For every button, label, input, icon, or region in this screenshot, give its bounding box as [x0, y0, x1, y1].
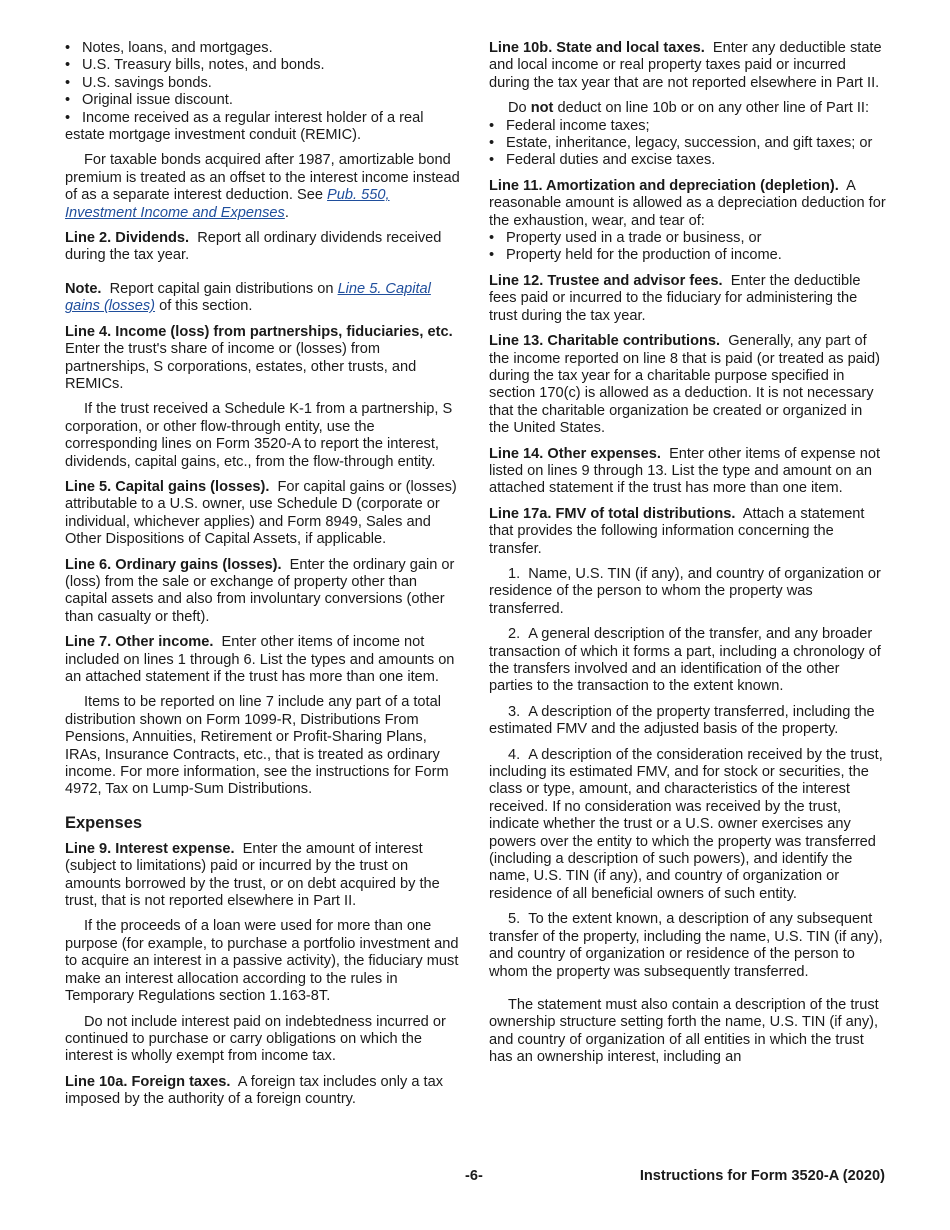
- line7-heading: Line 7. Other income.: [65, 634, 214, 651]
- page-footer: [65, 1168, 885, 1188]
- bullet-icon: •: [489, 117, 495, 134]
- right-column: [489, 40, 886, 1075]
- line13-heading: Line 13. Charitable contributions.: [489, 333, 721, 350]
- numbered-item: 2. A general description of the transfer, and any broader transaction of which it forms a part, including a chronology of the transfers involved and an identification of the other parties to the transaction to the extent known.: [489, 626, 881, 695]
- bullet-item: • U.S. savings bonds.: [65, 74, 212, 91]
- bullet-icon: •: [65, 74, 71, 91]
- bullet-item: • Property held for the production of income.: [489, 247, 782, 264]
- bullet-icon: •: [489, 135, 495, 152]
- line4-paragraph: If the trust received a Schedule K-1 from a partnership, S corporation, or other flow-through entity, use the corresponding lines on Form 3520-A to report the interest, dividends, capital gains, etc., from the flow-through entity.: [65, 401, 453, 470]
- bond-premium-paragraph: For taxable bonds acquired after 1987, amortizable bond premium is treated as an offset to the interest income instead of as a separate interest deduction. See Pub. 550, Investment Income and Expenses.: [65, 152, 460, 221]
- bullet-icon: •: [489, 152, 495, 169]
- line14-section: Line 14. Other expenses. Enter other items of expense not listed on lines 9 through 13. List the type and amount on an attached statement if the trust has more than one item.: [489, 445, 880, 497]
- line4-heading: Line 4. Income (loss) from partnerships, fiduciaries, etc.: [65, 323, 453, 340]
- line7-paragraph: Items to be reported on line 7 include any part of a total distribution shown on Form 1099-R, Distributions From Pensions, Annuities, Retirement or Profit-Sharing Plans, IRAs, Insurance Contracts, etc., that is treated as ordinary income. For more information, see the instructions for Form 4972, Tax on Lump-Sum Distributions.: [65, 694, 449, 798]
- line2-section: Line 2. Dividends. Report all ordinary dividends received during the tax year.: [65, 230, 442, 264]
- bullet-icon: •: [65, 57, 71, 74]
- line5-link[interactable]: Line 5. Capital gains (losses): [65, 280, 431, 315]
- line9-paragraph: If the proceeds of a loan were used for more than one purpose (for example, to purchase a portfolio investment and to acquire an interest in a passive activity), the fiduciary must make an interest allocation according to the rules in Temporary Regulations section 1.163-8T.: [65, 918, 459, 1005]
- bullet-item: • U.S. Treasury bills, notes, and bonds.: [65, 57, 325, 74]
- line11-section: Line 11. Amortization and depreciation (depletion). A reasonable amount is allowed as a depreciation deduction for the exhaustion, wear, and tear of:: [489, 177, 886, 229]
- line6-heading: Line 6. Ordinary gains (losses).: [65, 556, 282, 573]
- line17a-section: Line 17a. FMV of total distributions. Attach a statement that provides the following information concerning the transfer.: [489, 505, 865, 557]
- bullet-item: • Federal income taxes;: [489, 117, 650, 134]
- line9-paragraph: Do not include interest paid on indebtedness incurred or continued to purchase or carry obligations on which the interest is wholly exempt from income tax.: [65, 1013, 446, 1065]
- expenses-heading: Expenses: [65, 813, 143, 832]
- bullet-item: • Federal duties and excise taxes.: [489, 152, 716, 169]
- bullet-item: • Estate, inheritance, legacy, succession, and gift taxes; or: [489, 135, 873, 152]
- line10a-section: Line 10a. Foreign taxes. A foreign tax includes only a tax imposed by the authority of a foreign country.: [65, 1073, 444, 1108]
- left-column: [65, 40, 462, 1117]
- line7-section: Line 7. Other income. Enter other items of income not included on lines 1 through 6. List the types and amounts on an attached statement if the trust has more than one item.: [65, 634, 455, 685]
- line12-heading: Line 12. Trustee and advisor fees.: [489, 272, 723, 289]
- line10b-section: Line 10b. State and local taxes. Enter any deductible state and local income or real property taxes paid or incurred during the tax year that are not reported elsewhere in Part II.: [489, 40, 882, 91]
- ownership-structure-paragraph: The statement must also contain a description of the trust ownership structure setting forth the name, U.S. TIN (if any), and country of organization of all entities in which the trust has an ownership interest, including an: [489, 996, 879, 1066]
- numbered-item: 3. A description of the property transferred, including the estimated FMV and the adjusted basis of the property.: [489, 703, 875, 738]
- line14-heading: Line 14. Other expenses.: [489, 445, 661, 462]
- note-paragraph: Note. Report capital gain distributions on Line 5. Capital gains (losses) of this section.: [65, 280, 431, 315]
- line4-section: Line 4. Income (loss) from partnerships, fiduciaries, etc. Enter the trust's share of income or (losses) from partnerships, S corporations, estates, other trusts, and REMICs.: [65, 323, 453, 392]
- line17a-heading: Line 17a. FMV of total distributions.: [489, 505, 736, 522]
- bullet-icon: •: [489, 247, 495, 264]
- numbered-item: 5. To the extent known, a description of any subsequent transfer of the property, including the name, U.S. TIN (if any), and country of organization or residence of the person to whom the property was subsequently transferred.: [489, 911, 883, 980]
- bullet-item: • Original issue discount.: [65, 92, 233, 109]
- line2-heading: Line 2. Dividends.: [65, 230, 190, 247]
- bullet-icon: •: [65, 40, 71, 56]
- line13-section: Line 13. Charitable contributions. Generally, any part of the income reported on line 8 that is paid (or treated as paid) during the tax year for a charitable purpose specified in section 170(c) is allowed as a deduction. It is not necessary that the charitable organization be created or organized in the United States.: [489, 333, 881, 437]
- bullet-icon: •: [489, 230, 495, 247]
- bullet-icon: •: [65, 92, 71, 109]
- line9-section: Line 9. Interest expense. Enter the amount of interest (subject to limitations) paid or incurred by the trust on amounts borrowed by the trust, or on debt acquired by the trust, that is not reported elsewhere in Part II.: [65, 840, 440, 910]
- numbered-item: 4. A description of the consideration received by the trust, including its estimated FMV, and for stock or securities, the class or type, amount, and characteristics of the interest received. If no consideration was received by the trust, indicate whether the trust or a U.S. owner exercises any powers over the entity to which the property was transferred (including a description of such powers), and identify the name, U.S. TIN (if any), and country of organization or residence of all beneficial owners of such entity.: [489, 746, 883, 902]
- line5-heading: Line 5. Capital gains (losses).: [65, 478, 270, 495]
- line12-section: Line 12. Trustee and advisor fees. Enter the deductible fees paid or incurred to the fiduciary for administering the trust during the tax year.: [489, 272, 861, 324]
- numbered-item: 1. Name, U.S. TIN (if any), and country of organization or residence of the person to whom the property was transferred.: [489, 565, 881, 617]
- bullet-item: • Property used in a trade or business, or: [489, 230, 762, 247]
- footer-title: Instructions for Form 3520-A (2020): [639, 1168, 885, 1184]
- note-label: Note.: [65, 280, 102, 297]
- line9-heading: Line 9. Interest expense.: [65, 840, 235, 857]
- bullet-item: • Notes, loans, and mortgages.: [65, 40, 273, 56]
- page-number: -6-: [465, 1168, 483, 1184]
- do-not-deduct-paragraph: Do not deduct on line 10b or on any other line of Part II:: [508, 100, 870, 117]
- line11-heading: Line 11. Amortization and depreciation (depletion).: [489, 177, 839, 194]
- line10a-heading: Line 10a. Foreign taxes.: [65, 1073, 231, 1090]
- line5-section: Line 5. Capital gains (losses). For capital gains or (losses) attributable to a U.S. owner, use Schedule D (corporate or individual, whichever applies) and Form 8949, Sales and Other Dispositions of Capital Assets, if applicable.: [65, 478, 457, 548]
- bullet-item: • Income received as a regular interest holder of a real estate mortgage investment conduit (REMIC).: [65, 109, 424, 144]
- line10b-heading: Line 10b. State and local taxes.: [489, 40, 705, 56]
- bullet-icon: •: [65, 109, 71, 126]
- pub-550-link[interactable]: Pub. 550, Investment Income and Expenses: [65, 187, 390, 221]
- line6-section: Line 6. Ordinary gains (losses). Enter the ordinary gain or (loss) from the sale or exchange of property other than capital assets and also from involuntary conversions (other than casualty or theft).: [65, 556, 455, 625]
